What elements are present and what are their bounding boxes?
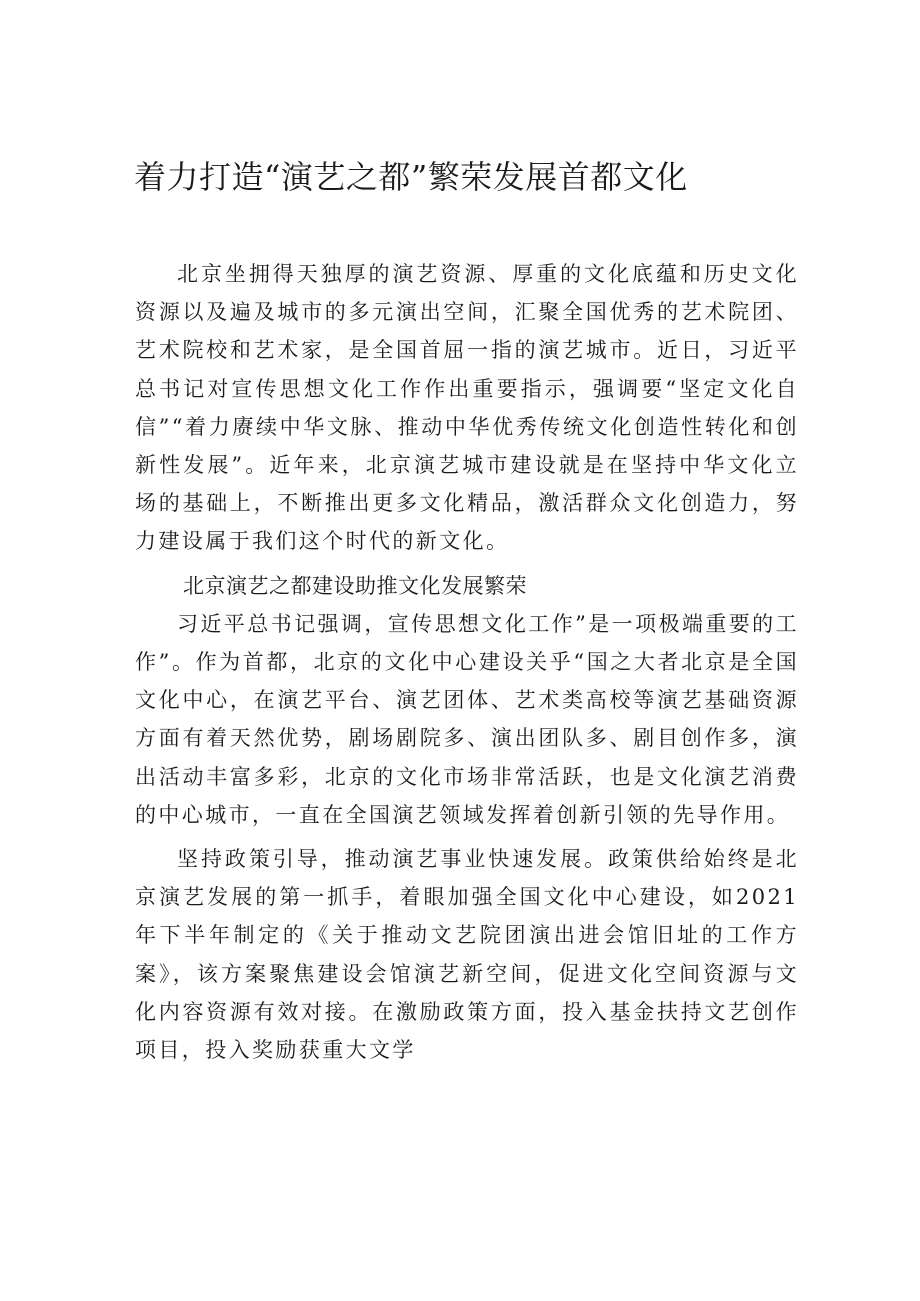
document-body: [135, 255, 799, 1069]
document-title: 着力打造“演艺之都”繁荣发展首都文化: [134, 158, 688, 196]
body-paragraph-3: 坚持政策引导，推动演艺事业快速发展。政策供给始终是北京演艺发展的第一抓手，着眼加强全国文化中心建设，如2021年下半年制定的《关于推动文艺院团演出进会馆旧址的工作方案》，该方案聚焦建设会馆演艺新空间，促进文化空间资源与文化内容资源有效对接。在激励政策方面，投入基金扶持文艺创作项目，投入奖励获重大文学: [135, 847, 799, 1063]
body-paragraph-2: 习近平总书记强调，宣传思想文化工作”是一项极端重要的工作”。作为首都，北京的文化中心建设关乎“国之大者北京是全国文化中心，在演艺平台、演艺团体、艺术类高校等演艺基础资源方面有着天然优势，剧场剧院多、演出团队多、剧目创作多，演出活动丰富多彩，北京的文化市场非常活跃，也是文化演艺消费的中心城市，一直在全国演艺领域发挥着创新引领的先导作用。: [135, 611, 799, 827]
section-heading: 北京演艺之都建设助推文化发展繁荣: [183, 573, 527, 598]
intro-paragraph: 北京坐拥得天独厚的演艺资源、厚重的文化底蕴和历史文化资源以及遍及城市的多元演出空间，汇聚全国优秀的艺术院团、艺术院校和艺术家，是全国首屈一指的演艺城市。近日，习近平总书记对宣传思想文化工作作出重要指示，强调要“坚定文化自信”“着力赓续中华文脉、推动中华优秀传统文化创造性转化和创新性发展”。近年来，北京演艺城市建设就是在坚持中华文化立场的基础上，不断推出更多文化精品，激活群众文化创造力，努力建设属于我们这个时代的新文化。: [135, 262, 799, 554]
